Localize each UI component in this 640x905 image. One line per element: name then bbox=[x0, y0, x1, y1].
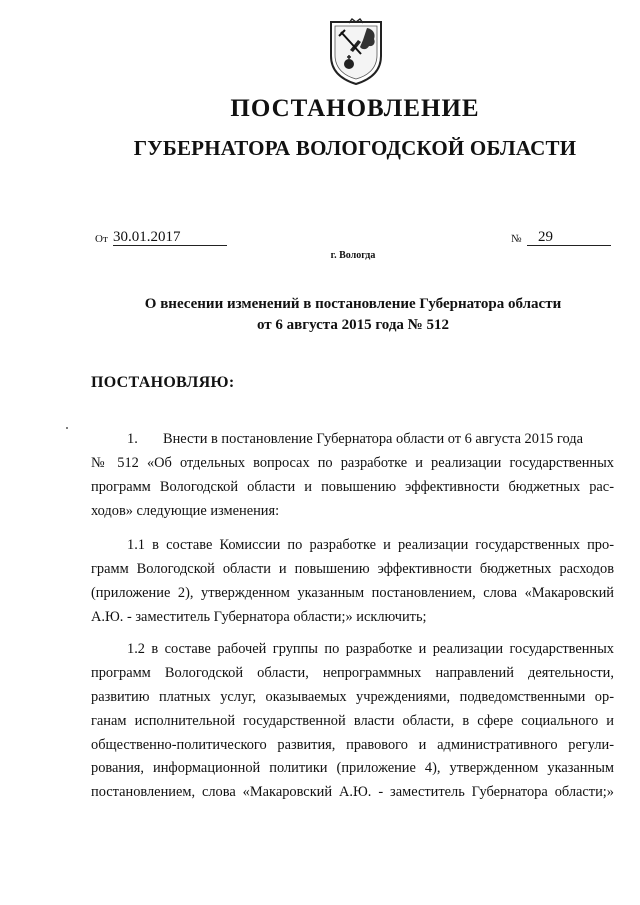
paragraph-1-1 bbox=[91, 534, 614, 630]
paragraph-line: ганам исполнительной государственной власти области, в сфере социального и bbox=[91, 712, 614, 729]
document-title: ПОСТАНОВЛЕНИЕ bbox=[230, 95, 480, 122]
paragraph-line: развитию платных услуг, оказываемых учреждениями, подведомственными ор- bbox=[91, 688, 614, 705]
date-value: 30.01.2017 bbox=[113, 229, 181, 245]
subject-line: О внесении изменений в постановление Губернатора области bbox=[144, 296, 562, 312]
scan-speck bbox=[66, 427, 68, 429]
paragraph-line: 1.2 в составе рабочей группы по разработке и реализации государственных bbox=[127, 641, 614, 657]
subject-line: от 6 августа 2015 года № 512 bbox=[257, 317, 449, 333]
number-underline bbox=[527, 245, 611, 246]
document-subject bbox=[0, 294, 640, 336]
paragraph-line: ходов» следующие изменения: bbox=[91, 502, 280, 519]
paragraph-line: программ Вологодской области и повышению эффективности бюджетных рас- bbox=[91, 478, 614, 495]
coat-of-arms-icon bbox=[327, 18, 385, 86]
paragraph-line: А.Ю. - заместитель Губернатора области;» исключить; bbox=[91, 608, 427, 625]
paragraph-1 bbox=[91, 428, 614, 524]
item-number: 1. bbox=[127, 431, 138, 447]
paragraph-line: грамм Вологодской области и повышению эффективности бюджетных расходов bbox=[91, 560, 614, 577]
paragraph-line: программ Вологодской области, непрограммных направлений деятельности, bbox=[91, 664, 614, 681]
paragraph-line: рования, информационной политики (приложение 4), утвержденном указанным bbox=[91, 760, 614, 777]
date-underline bbox=[113, 245, 227, 246]
number-label: № bbox=[511, 233, 522, 245]
city-label: г. Вологда bbox=[330, 250, 376, 261]
paragraph-line: № 512 «Об отдельных вопросах по разработке и реализации государственных bbox=[91, 454, 614, 471]
paragraph-line bbox=[91, 428, 614, 452]
paragraph-line: общественно-политического развития, правового и административного регули- bbox=[91, 736, 614, 753]
date-label: От bbox=[95, 233, 108, 245]
paragraph-line: 1.1 в составе Комиссии по разработке и реализации государственных про- bbox=[127, 537, 614, 553]
paragraph-line: постановлением, слова «Макаровский А.Ю. - заместитель Губернатора области;» bbox=[91, 784, 614, 801]
paragraph-line: (приложение 2), утвержденном указанным постановлением, слова «Макаровский bbox=[91, 584, 614, 601]
item-text: Внести в постановление Губернатора области от 6 августа 2015 года bbox=[163, 431, 583, 447]
number-value: 29 bbox=[538, 229, 553, 245]
document-issuer: ГУБЕРНАТОРА ВОЛОГОДСКОЙ ОБЛАСТИ bbox=[133, 136, 577, 160]
resolve-heading: ПОСТАНОВЛЯЮ: bbox=[91, 374, 235, 391]
paragraph-1-2 bbox=[91, 638, 614, 805]
